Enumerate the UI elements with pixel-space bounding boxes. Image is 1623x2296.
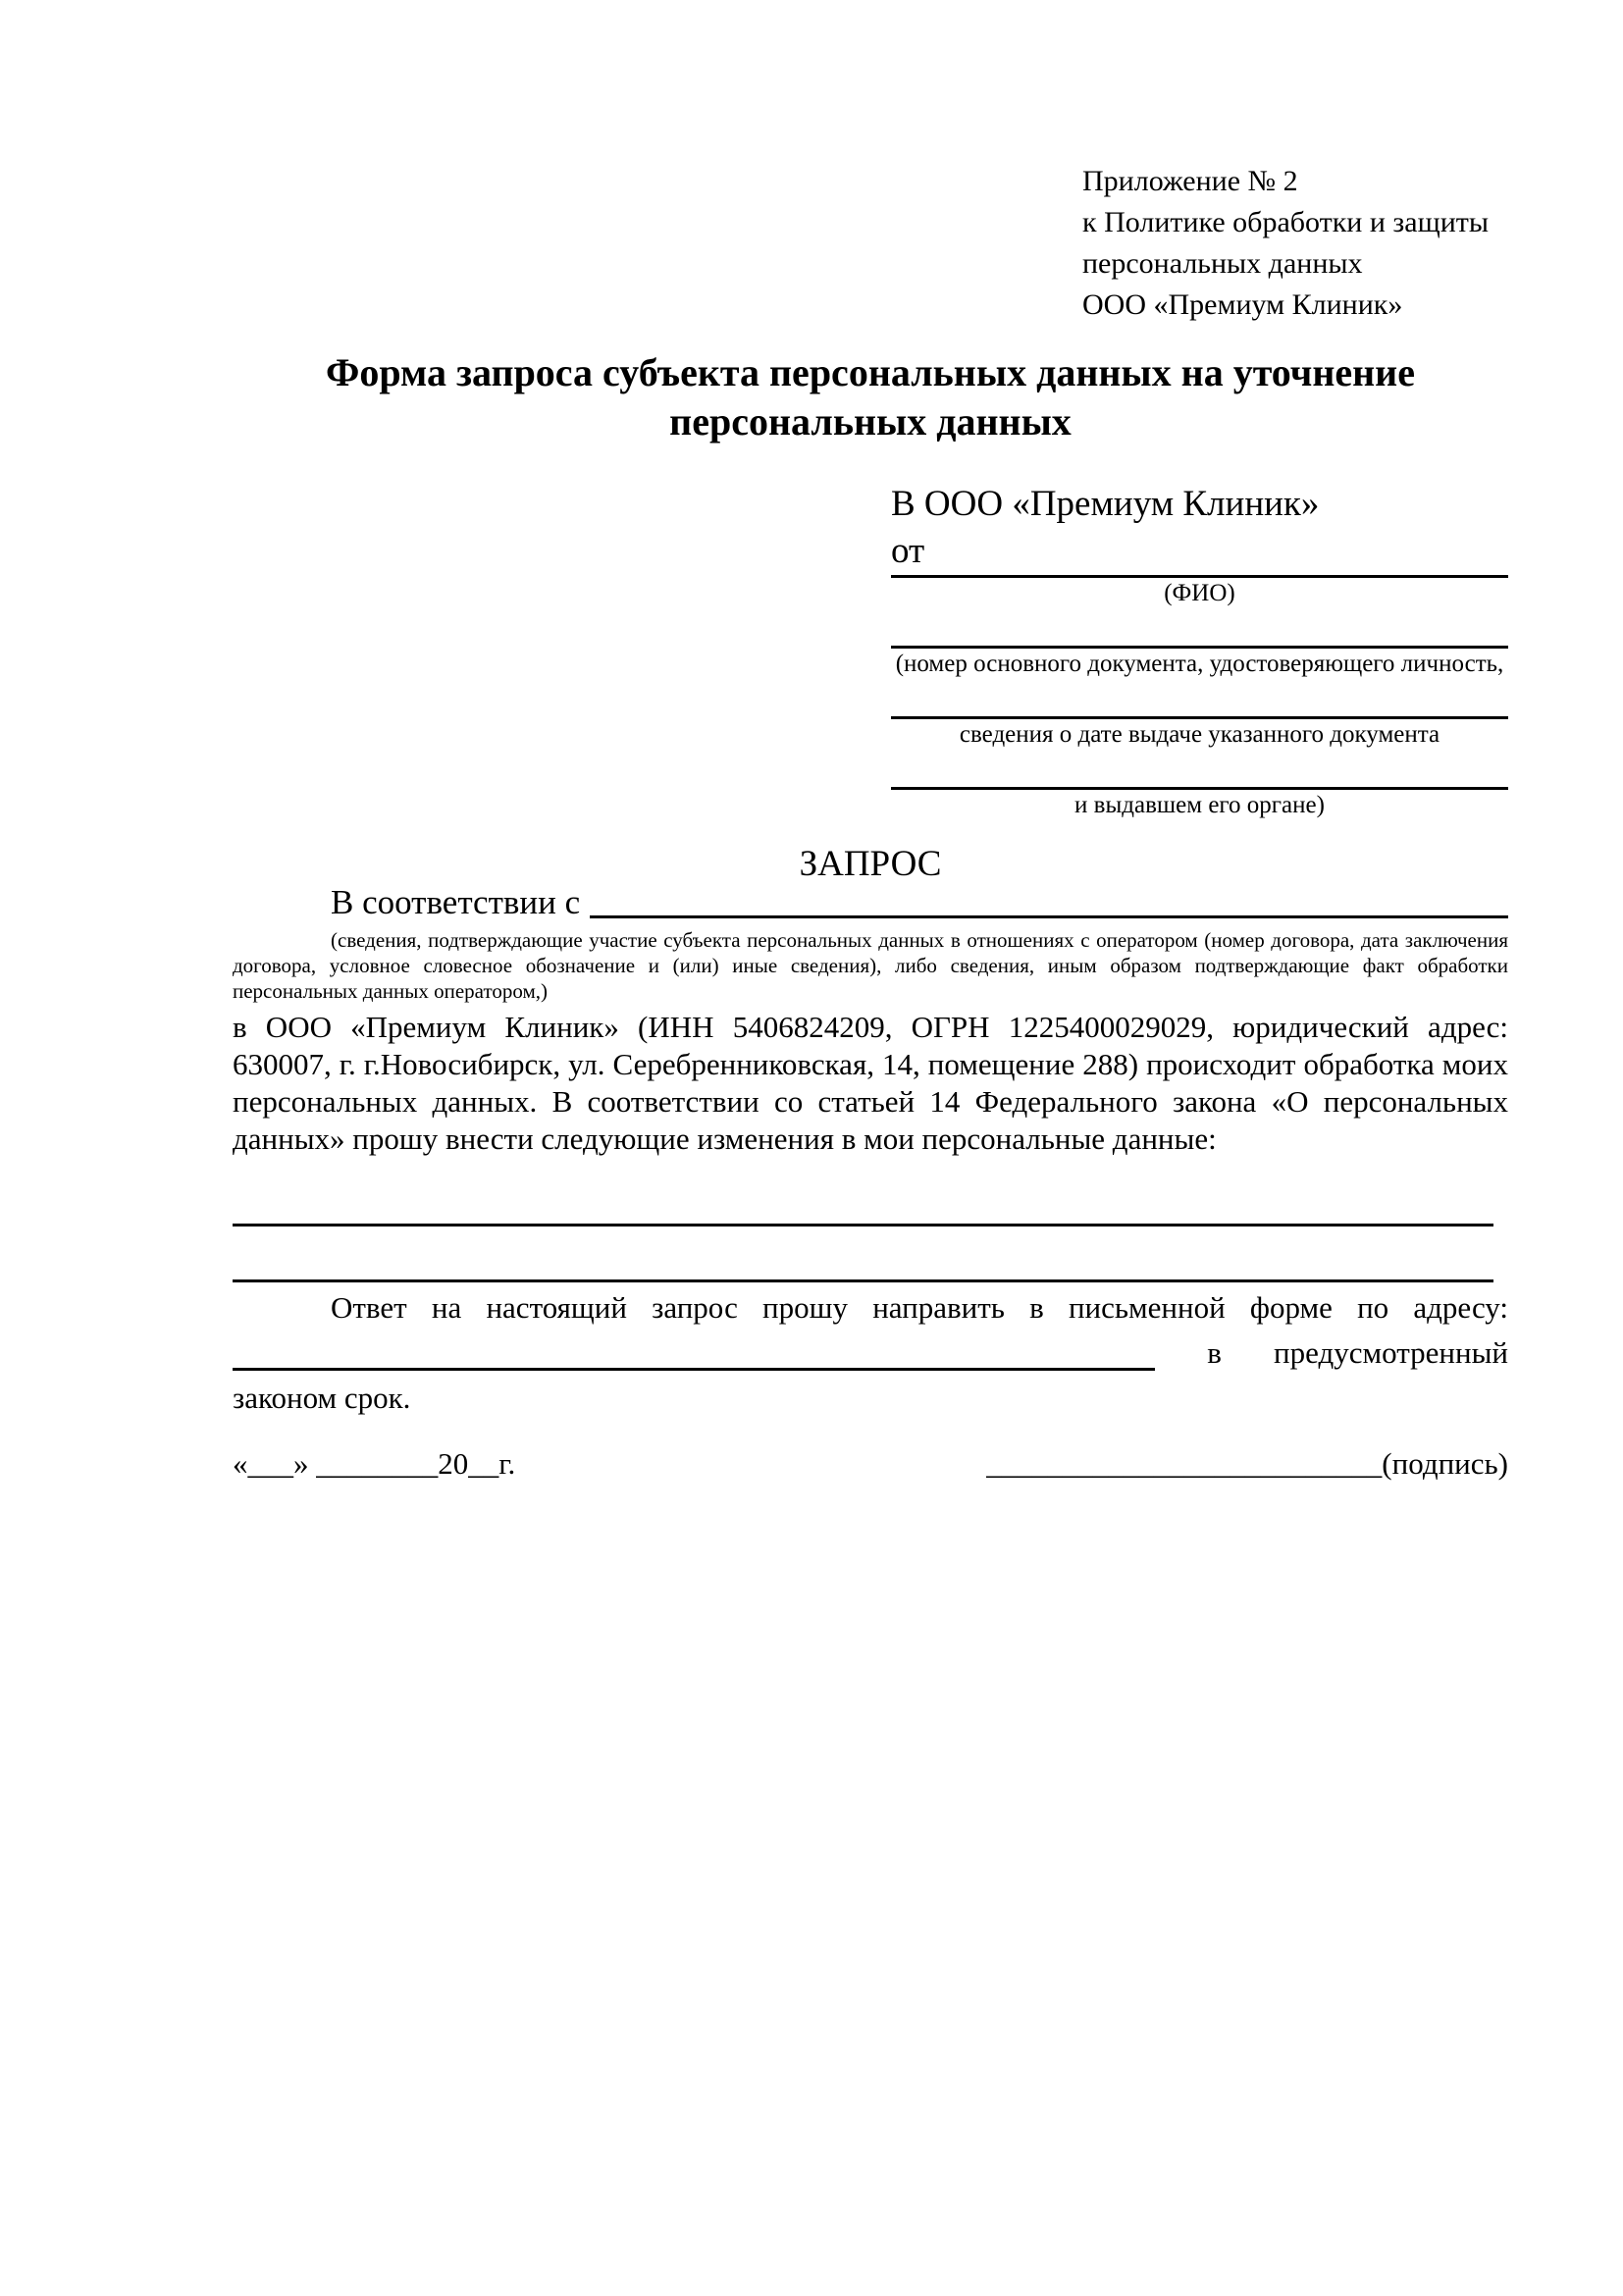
accordance-prefix: В соответствии с: [331, 883, 581, 921]
document-title: Форма запроса субъекта персональных данных на уточнение персональных данных: [326, 350, 1415, 444]
reply-text-after: в предусмотренный законом срок.: [233, 1335, 1508, 1415]
address-blank-line: [233, 1343, 1155, 1371]
accordance-blank-line: [590, 881, 1508, 918]
appendix-block: [1082, 161, 1534, 326]
note-text: (сведения, подтверждающие участие субъекта персональных данных в отношениях с оператором (номер договора, дата заключения договора, условное словесное обозначение и (или) иные сведения), либо сведения, иным образом подтверждающие факт обработки персональных данных оператором,): [233, 928, 1508, 1003]
changes-blank-line-1: [233, 1224, 1493, 1226]
appendix-line-4: ООО «Премиум Клиник»: [1082, 288, 1403, 321]
accordance-line: [233, 881, 1508, 924]
appendix-line-2: к Политике обработки и защиты: [1082, 206, 1490, 238]
issue-date-label: сведения о дате выдаче указанного документа: [959, 721, 1440, 748]
request-heading: ЗАПРОС: [799, 844, 942, 884]
signature-label: (подпись): [1382, 1446, 1508, 1481]
body-paragraph: в ООО «Премиум Клиник» (ИНН 5406824209, ОГРН 1225400029029, юридический адрес: 630007, г. г.Новосибирск, ул. Серебренниковская, 14, помещение 288) происходит обработка моих персональных данных. В соответствии со статьей 14 Федерального закона «О персональных данных» прошу внести следующие изменения в мои персональные данные:: [233, 1010, 1508, 1156]
fio-label: (ФИО): [1164, 580, 1235, 606]
issuing-authority-label: и выдавшем его органе): [1074, 792, 1325, 818]
date-signature-row: [233, 1442, 1508, 1486]
addressee-from: от: [891, 531, 925, 571]
signature-area: [986, 1442, 1508, 1486]
signature-blank-line: __________________________: [986, 1446, 1383, 1481]
document-number-label: (номер основного документа, удостоверяющего личность,: [895, 651, 1504, 677]
addressee-to: В ООО «Премиум Клиник»: [891, 484, 1320, 524]
appendix-line-3: персональных данных: [1082, 247, 1363, 280]
changes-blank-line-2: [233, 1279, 1493, 1282]
date-line: «___» ________20__г.: [233, 1446, 516, 1481]
reply-paragraph: [233, 1285, 1508, 1421]
appendix-line-1: Приложение № 2: [1082, 165, 1298, 197]
reply-text-before: Ответ на настоящий запрос прошу направить в письменной форме по адресу:: [331, 1290, 1508, 1325]
addressee-block: [891, 481, 1508, 821]
